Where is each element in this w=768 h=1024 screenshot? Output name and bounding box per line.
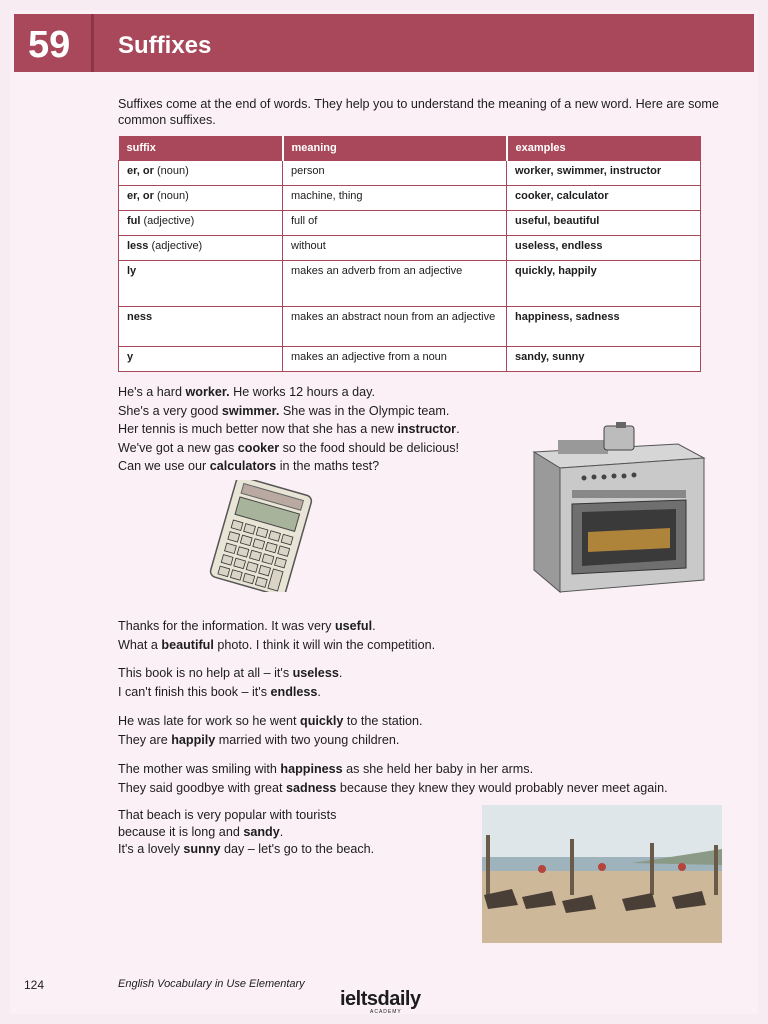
suffix-cell	[119, 235, 283, 260]
example-sentence: The mother was smiling with happiness as she held her baby in her arms.	[118, 762, 534, 776]
suffix-cell	[119, 306, 283, 346]
example-sentence: because it is long and sandy.	[118, 825, 284, 839]
page-number: 124	[24, 978, 45, 992]
suffix: ful	[127, 214, 141, 227]
table-row	[119, 160, 701, 185]
examples-cell	[507, 185, 701, 210]
table-row	[119, 185, 701, 210]
example-word: beautiful	[553, 214, 600, 227]
suffix: y	[127, 350, 134, 363]
example-word: swimmer	[556, 164, 604, 177]
example-word: quickly	[515, 264, 553, 277]
example-sentence: It's a lovely sunny day – let's go to the beach.	[118, 842, 375, 856]
example-word: instructor	[609, 164, 662, 177]
example-sentence: She's a very good swimmer. She was in the Olympic team.	[118, 403, 450, 418]
suffix: less	[127, 239, 149, 252]
meaning-cell: person	[283, 160, 507, 185]
separator: ,	[552, 264, 559, 277]
example-word: cooker	[515, 189, 551, 202]
example-word: happily	[558, 264, 597, 277]
brand-subtitle: ACADEMY	[370, 1009, 402, 1015]
suffix: ness	[127, 310, 153, 323]
column-header-meaning: meaning	[283, 136, 507, 160]
example-sentences-ly	[118, 712, 738, 749]
suffix: er, or	[127, 189, 154, 202]
intro-text: Suffixes come at the end of words. They help you to understand the meaning of a new word. Here are some common suffixes.	[118, 97, 719, 127]
example-sentence: They said goodbye with great sadness because they knew they would probably never meet again.	[118, 780, 668, 795]
table-row	[119, 306, 701, 346]
suffix-cell	[119, 210, 283, 235]
examples-cell	[507, 235, 701, 260]
example-sentence: Can we use our calculators in the maths test?	[118, 459, 380, 474]
example-sentence: We've got a new gas cooker so the food should be delicious!	[118, 440, 460, 455]
separator: ,	[550, 164, 557, 177]
table-row	[119, 346, 701, 371]
example-sentence: I can't finish this book – it's endless.	[118, 684, 321, 699]
meaning-cell: makes an abstract noun from an adjective	[283, 306, 507, 346]
suffix-cell	[119, 260, 283, 306]
examples-cell	[507, 210, 701, 235]
suffix-table	[118, 136, 701, 372]
example-sentences-ful	[118, 617, 738, 654]
book-title: English Vocabulary in Use Elementary	[118, 978, 305, 990]
examples-cell	[507, 346, 701, 371]
separator: ,	[550, 189, 557, 202]
examples-cell	[507, 260, 701, 306]
example-sentences-less	[118, 664, 738, 701]
table-header-row	[119, 136, 701, 160]
example-word: sadness	[575, 310, 620, 323]
suffix: ly	[127, 264, 137, 277]
separator: ,	[555, 239, 562, 252]
example-sentence: That beach is very popular with tourists	[118, 808, 337, 822]
meaning-cell: full of	[283, 210, 507, 235]
part-of-speech: (noun)	[153, 189, 189, 202]
meaning-cell: machine, thing	[283, 185, 507, 210]
example-word: sunny	[552, 350, 585, 363]
brand-logo: ieltsdaily	[340, 988, 421, 1010]
unit-title: Suffixes	[118, 32, 212, 59]
beach-photo	[482, 805, 722, 943]
meaning-cell: makes an adjective from a noun	[283, 346, 507, 371]
example-sentence: They are happily married with two young children.	[118, 732, 400, 747]
separator: ,	[603, 164, 610, 177]
cooker-illustration	[528, 420, 708, 598]
meaning-cell: makes an adverb from an adjective	[283, 260, 507, 306]
column-header-examples: examples	[507, 136, 701, 160]
calculator-illustration	[200, 480, 320, 592]
suffix-cell	[119, 185, 283, 210]
unit-number: 59	[28, 24, 71, 66]
part-of-speech: (adjective)	[148, 239, 203, 252]
column-header-suffix: suffix	[119, 136, 283, 160]
examples-cell	[507, 160, 701, 185]
example-word: worker	[515, 164, 551, 177]
example-sentence: Her tennis is much better now that she has a new instructor.	[118, 422, 460, 437]
suffix-cell	[119, 346, 283, 371]
part-of-speech: (adjective)	[140, 214, 195, 227]
example-sentences-ness	[118, 760, 738, 797]
table-row	[119, 260, 701, 306]
example-word: happiness	[515, 310, 570, 323]
example-sentence: Thanks for the information. It was very useful.	[118, 619, 376, 633]
example-word: sandy	[515, 350, 546, 363]
example-sentence: He was late for work so he went quickly to the station.	[118, 714, 423, 728]
meaning-cell: without	[283, 235, 507, 260]
suffix: er, or	[127, 164, 154, 177]
header-divider	[91, 14, 94, 72]
table-row	[119, 235, 701, 260]
examples-cell	[507, 306, 701, 346]
example-word: useless	[515, 239, 556, 252]
suffix-cell	[119, 160, 283, 185]
example-word: calculator	[556, 189, 609, 202]
separator: ,	[569, 310, 576, 323]
table-row	[119, 210, 701, 235]
example-sentence: What a beautiful photo. I think it will win the competition.	[118, 637, 436, 652]
separator: ,	[547, 214, 554, 227]
part-of-speech: (noun)	[153, 164, 189, 177]
example-sentence: He's a hard worker. He works 12 hours a day.	[118, 385, 375, 399]
example-word: endless	[561, 239, 603, 252]
example-word: useful	[515, 214, 548, 227]
separator: ,	[545, 350, 553, 363]
example-sentence: This book is no help at all – it's useless.	[118, 666, 343, 680]
